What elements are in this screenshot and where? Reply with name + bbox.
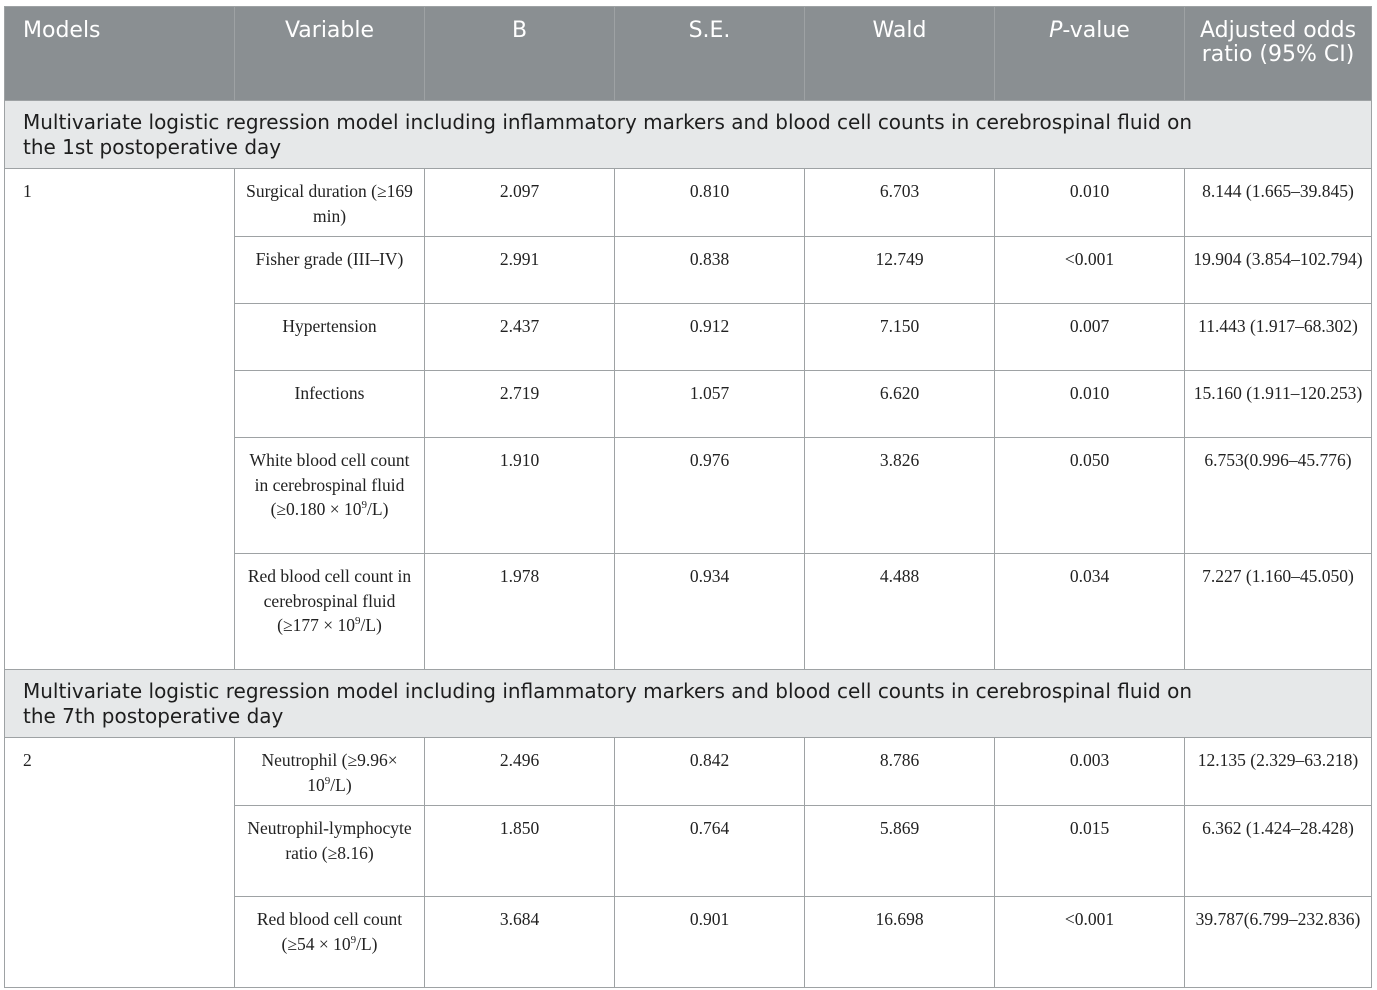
se-cell: 0.901 xyxy=(615,897,805,988)
b-cell: 1.850 xyxy=(425,806,615,897)
se-cell: 0.764 xyxy=(615,806,805,897)
variable-cell xyxy=(235,554,425,670)
se-cell: 0.838 xyxy=(615,237,805,304)
se-cell: 0.934 xyxy=(615,554,805,670)
b-cell: 1.978 xyxy=(425,554,615,670)
variable-text: White blood cell count in cerebrospinal fluid (≥0.180 × 10 xyxy=(249,450,410,519)
section-title: Multivariate logistic regression model including inflammatory markers and blood cell counts in cerebrospinal fluid on the 7th postoperative day xyxy=(5,670,1372,738)
variable-unit: /L) xyxy=(360,615,382,635)
header-p-letter: P xyxy=(1049,18,1063,43)
se-cell: 0.842 xyxy=(615,738,805,806)
b-cell: 2.097 xyxy=(425,169,615,237)
p-value-cell: 0.034 xyxy=(995,554,1185,670)
p-value-cell: 0.050 xyxy=(995,438,1185,554)
se-cell: 0.976 xyxy=(615,438,805,554)
table-row xyxy=(5,169,1372,237)
se-cell: 0.810 xyxy=(615,169,805,237)
variable-unit: /L) xyxy=(367,499,389,519)
odds-ratio-cell: 11.443 (1.917–68.302) xyxy=(1185,304,1372,371)
wald-cell: 4.488 xyxy=(805,554,995,670)
variable-unit: /L) xyxy=(330,774,352,795)
wald-cell: 6.620 xyxy=(805,371,995,438)
variable-cell xyxy=(235,438,425,554)
model-number: 1 xyxy=(5,169,235,670)
wald-cell: 6.703 xyxy=(805,169,995,237)
b-cell: 2.719 xyxy=(425,371,615,438)
header-row xyxy=(5,7,1372,101)
table-row xyxy=(5,738,1372,806)
wald-cell: 8.786 xyxy=(805,738,995,806)
p-value-cell: 0.003 xyxy=(995,738,1185,806)
odds-ratio-cell: 19.904 (3.854–102.794) xyxy=(1185,237,1372,304)
variable-cell: Infections xyxy=(235,371,425,438)
p-value-cell: <0.001 xyxy=(995,237,1185,304)
se-cell: 0.912 xyxy=(615,304,805,371)
b-cell: 1.910 xyxy=(425,438,615,554)
variable-text: Red blood cell count (≥54 × 10 xyxy=(256,909,403,954)
header-wald: Wald xyxy=(805,7,995,101)
wald-cell: 12.749 xyxy=(805,237,995,304)
odds-ratio-cell: 6.362 (1.424–28.428) xyxy=(1185,806,1372,897)
wald-cell: 7.150 xyxy=(805,304,995,371)
section-row xyxy=(5,670,1372,738)
p-value-cell: 0.007 xyxy=(995,304,1185,371)
odds-ratio-cell: 7.227 (1.160–45.050) xyxy=(1185,554,1372,670)
p-value-cell: <0.001 xyxy=(995,897,1185,988)
b-cell: 2.991 xyxy=(425,237,615,304)
odds-ratio-cell: 12.135 (2.329–63.218) xyxy=(1185,738,1372,806)
header-p-value xyxy=(995,7,1185,101)
variable-cell: Fisher grade (III–IV) xyxy=(235,237,425,304)
header-b: B xyxy=(425,7,615,101)
odds-ratio-cell: 15.160 (1.911–120.253) xyxy=(1185,371,1372,438)
odds-ratio-cell: 6.753(0.996–45.776) xyxy=(1185,438,1372,554)
wald-cell: 5.869 xyxy=(805,806,995,897)
wald-cell: 16.698 xyxy=(805,897,995,988)
b-cell: 3.684 xyxy=(425,897,615,988)
variable-cell: Neutrophil-lymphocyte ratio (≥8.16) xyxy=(235,806,425,897)
model-number: 2 xyxy=(5,738,235,988)
variable-cell xyxy=(235,738,425,806)
section-row xyxy=(5,101,1372,169)
variable-cell xyxy=(235,897,425,988)
p-value-cell: 0.010 xyxy=(995,169,1185,237)
odds-ratio-cell: 8.144 (1.665–39.845) xyxy=(1185,169,1372,237)
b-cell: 2.496 xyxy=(425,738,615,806)
variable-text: Red blood cell count in cerebrospinal fluid (≥177 × 10 xyxy=(247,566,412,635)
header-models: Models xyxy=(5,7,235,101)
header-adjusted-or: Adjusted odds ratio (95% CI) xyxy=(1185,7,1372,101)
odds-ratio-cell: 39.787(6.799–232.836) xyxy=(1185,897,1372,988)
header-variable: Variable xyxy=(235,7,425,101)
header-p-suffix: -value xyxy=(1062,18,1130,43)
exponent: 9 xyxy=(354,615,361,628)
variable-cell: Surgical duration (≥169 min) xyxy=(235,169,425,237)
exponent: 9 xyxy=(361,499,368,512)
variable-text: Neutrophil (≥9.96× 10 xyxy=(261,750,398,795)
exponent: 9 xyxy=(324,774,331,787)
regression-table xyxy=(4,6,1372,988)
b-cell: 2.437 xyxy=(425,304,615,371)
se-cell: 1.057 xyxy=(615,371,805,438)
p-value-cell: 0.010 xyxy=(995,371,1185,438)
wald-cell: 3.826 xyxy=(805,438,995,554)
p-value-cell: 0.015 xyxy=(995,806,1185,897)
exponent: 9 xyxy=(350,933,357,946)
variable-cell: Hypertension xyxy=(235,304,425,371)
header-se: S.E. xyxy=(615,7,805,101)
variable-unit: /L) xyxy=(356,933,378,954)
section-title: Multivariate logistic regression model including inflammatory markers and blood cell counts in cerebrospinal fluid on the 1st postoperative day xyxy=(5,101,1372,169)
